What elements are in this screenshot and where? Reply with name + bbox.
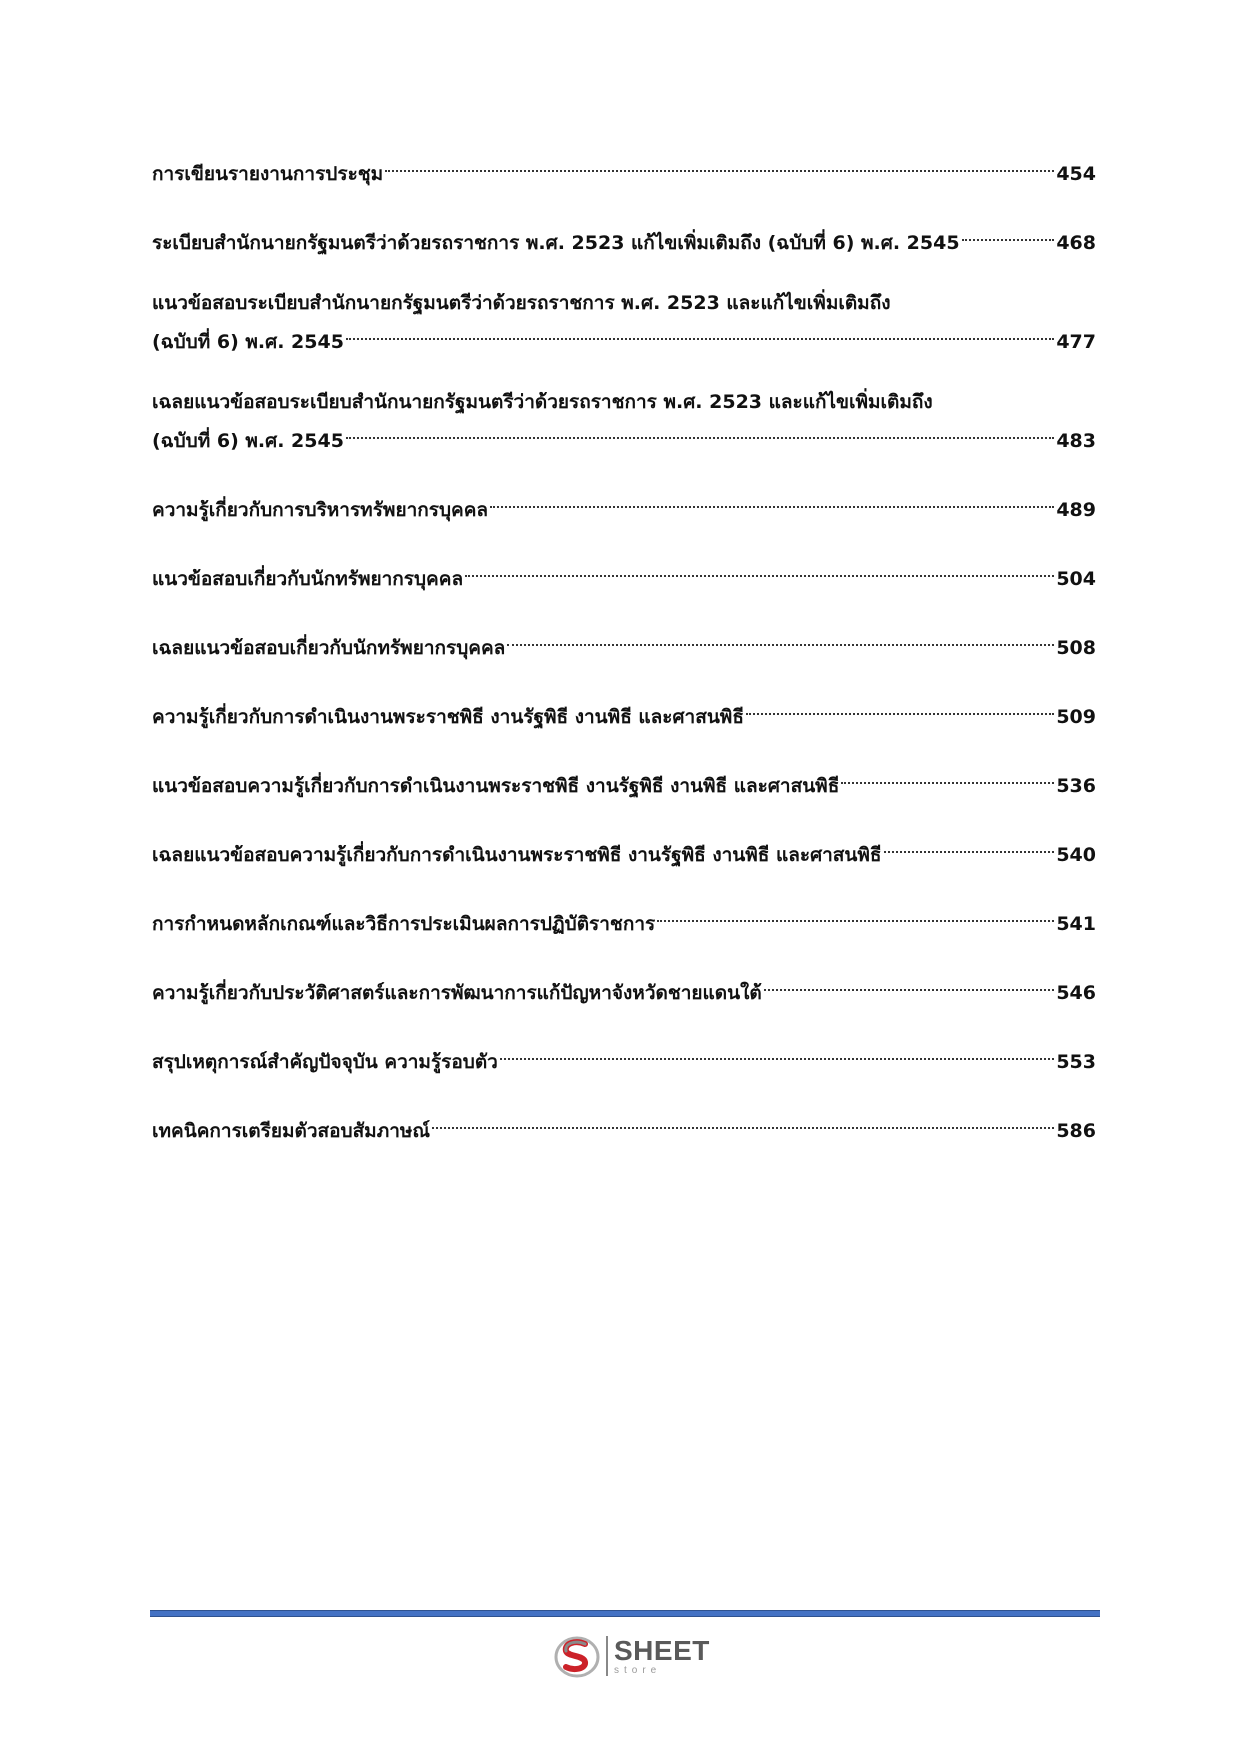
toc-entry[interactable] <box>152 900 1096 939</box>
toc-leader-dots <box>490 486 1054 516</box>
toc-entry-title: การเขียนรายงานการประชุม <box>152 163 384 185</box>
toc-entry-title: สรุปเหตุการณ์สำคัญปัจจุบัน ความรู้รอบตัว <box>152 1051 498 1073</box>
toc-page-number: 489 <box>1056 499 1096 521</box>
toc-page-number: 540 <box>1056 844 1096 866</box>
toc-leader-dots <box>507 624 1054 654</box>
toc-entry[interactable] <box>152 969 1096 1008</box>
toc-leader-dots <box>746 693 1054 723</box>
toc-entry-title: ความรู้เกี่ยวกับการดำเนินงานพระราชพิธี งานรัฐพิธี งานพิธี และศาสนพิธี <box>152 706 744 728</box>
toc-page-number: 536 <box>1056 775 1096 797</box>
toc-leader-dots <box>346 318 1054 348</box>
toc-leader-dots <box>465 555 1054 585</box>
toc-leader-dots <box>884 831 1055 861</box>
logo-wordmark: SHEET <box>614 1634 710 1666</box>
toc-entry[interactable] <box>152 219 1096 258</box>
toc-entry-title: เฉลยแนวข้อสอบความรู้เกี่ยวกับการดำเนินงานพระราชพิธี งานรัฐพิธี งานพิธี และศาสนพิธี <box>152 844 882 866</box>
toc-entry[interactable] <box>152 831 1096 870</box>
toc-page-number: 454 <box>1056 163 1096 185</box>
sheet-store-s-logo-icon <box>554 1633 600 1679</box>
toc-leader-dots <box>962 219 1055 249</box>
sheet-store-logo <box>554 1632 710 1680</box>
toc-page-number: 504 <box>1056 568 1096 590</box>
toc-entry-title: (ฉบับที่ 6) พ.ศ. 2545 <box>152 430 344 452</box>
toc-entry-title-line1: เฉลยแนวข้อสอบระเบียบสำนักนายกรัฐมนตรีว่าด้วยรถราชการ พ.ศ. 2523 และแก้ไขเพิ่มเติมถึง <box>152 391 933 413</box>
toc-page-number: 468 <box>1056 232 1096 254</box>
toc-entry-title-line1: แนวข้อสอบระเบียบสำนักนายกรัฐมนตรีว่าด้วยรถราชการ พ.ศ. 2523 และแก้ไขเพิ่มเติมถึง <box>152 292 891 314</box>
toc-entry-title: เทคนิคการเตรียมตัวสอบสัมภาษณ์ <box>152 1120 431 1142</box>
toc-entry[interactable] <box>152 693 1096 732</box>
toc-entry[interactable] <box>152 486 1096 525</box>
toc-entry-title: ระเบียบสำนักนายกรัฐมนตรีว่าด้วยรถราชการ พ.ศ. 2523 แก้ไขเพิ่มเติมถึง (ฉบับที่ 6) พ.ศ. 2545 <box>152 232 960 254</box>
toc-leader-dots <box>500 1038 1054 1068</box>
logo-subtitle: store <box>614 1664 662 1676</box>
toc-leader-dots <box>346 417 1054 447</box>
toc-entry-title: แนวข้อสอบความรู้เกี่ยวกับการดำเนินงานพระราชพิธี งานรัฐพิธี งานพิธี และศาสนพิธี <box>152 775 840 797</box>
footer-divider <box>150 1610 1100 1617</box>
table-of-contents <box>152 150 1096 1176</box>
toc-leader-dots <box>432 1107 1054 1137</box>
toc-entry-title: ความรู้เกี่ยวกับการบริหารทรัพยากรบุคคล <box>152 499 489 521</box>
toc-entry[interactable] <box>152 288 1096 357</box>
toc-entry[interactable] <box>152 150 1096 189</box>
toc-page-number: 553 <box>1056 1051 1096 1073</box>
toc-leader-dots <box>841 762 1054 792</box>
toc-leader-dots <box>764 969 1055 999</box>
toc-page-number: 541 <box>1056 913 1096 935</box>
toc-page-number: 508 <box>1056 637 1096 659</box>
toc-entry-title: เฉลยแนวข้อสอบเกี่ยวกับนักทรัพยากรบุคคล <box>152 637 506 659</box>
toc-page-number: 546 <box>1056 982 1096 1004</box>
toc-entry-title: ความรู้เกี่ยวกับประวัติศาสตร์และการพัฒนาการแก้ปัญหาจังหวัดชายแดนใต้ <box>152 982 762 1004</box>
toc-page-number: 483 <box>1056 430 1096 452</box>
toc-page-number: 509 <box>1056 706 1096 728</box>
toc-page-number: 477 <box>1056 331 1096 353</box>
toc-entry-title: แนวข้อสอบเกี่ยวกับนักทรัพยากรบุคคล <box>152 568 464 590</box>
toc-leader-dots <box>385 150 1054 180</box>
toc-leader-dots <box>657 900 1054 930</box>
toc-entry[interactable] <box>152 555 1096 594</box>
logo-divider <box>606 1636 608 1676</box>
toc-entry[interactable] <box>152 762 1096 801</box>
toc-entry-title: การกำหนดหลักเกณฑ์และวิธีการประเมินผลการปฏิบัติราชการ <box>152 913 656 935</box>
toc-entry[interactable] <box>152 1038 1096 1077</box>
toc-entry[interactable] <box>152 1107 1096 1146</box>
toc-entry[interactable] <box>152 387 1096 456</box>
toc-page-number: 586 <box>1056 1120 1096 1142</box>
toc-entry[interactable] <box>152 624 1096 663</box>
toc-entry-title: (ฉบับที่ 6) พ.ศ. 2545 <box>152 331 344 353</box>
